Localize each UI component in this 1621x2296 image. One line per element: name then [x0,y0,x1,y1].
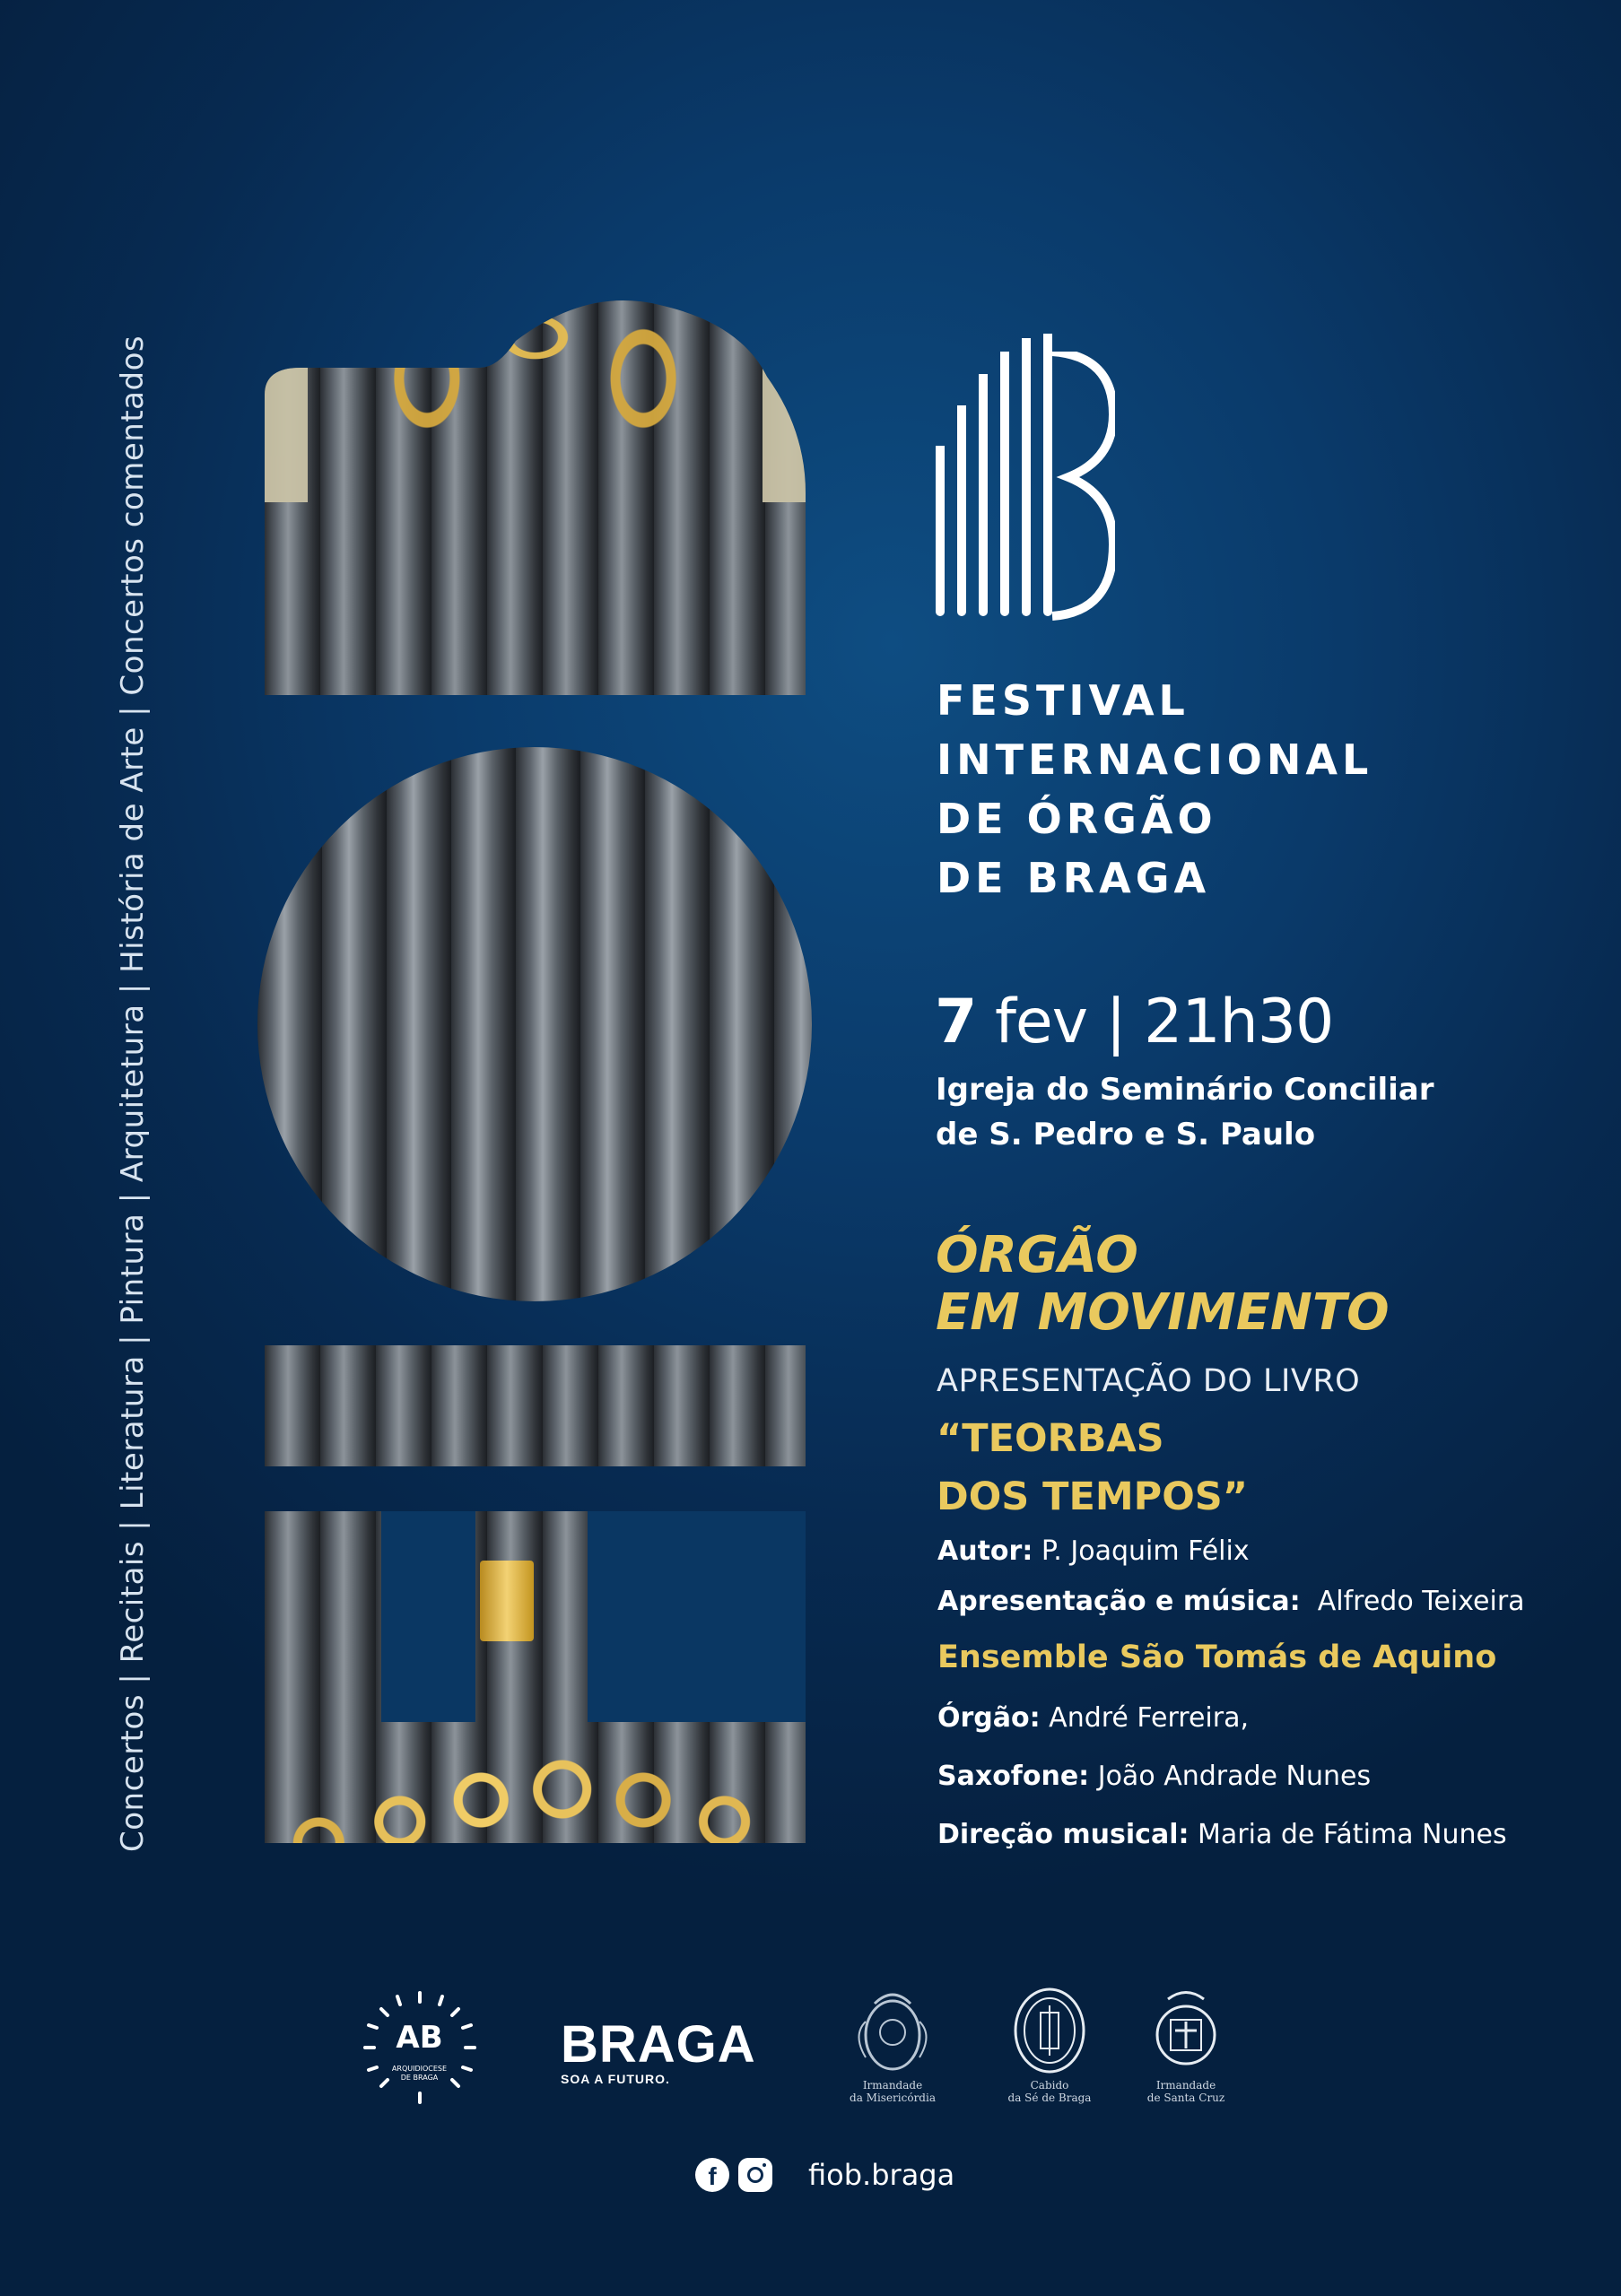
credit-organ-value: André Ferreira, [1049,1702,1250,1734]
event-title-line-2: EM MOVIMENTO [936,1283,1390,1342]
sponsor-santa-cruz [1132,1986,1240,2104]
credit-organ-label: Órgão: [937,1702,1041,1734]
event-title-line-1: ÓRGÃO [936,1226,1138,1284]
credit-presentation [937,1586,1525,1617]
sponsor-braga [561,2015,767,2086]
facebook-icon[interactable]: f [695,2158,729,2192]
festival-title-line-3: DE ÓRGÃO [937,795,1217,843]
gold-rings [265,1735,806,1843]
letter-b-cutout-2 [588,1511,806,1722]
gold-ornament [265,296,806,502]
festival-title-line-2: INTERNACIONAL [937,735,1373,784]
braga-tagline: SOA A FUTURO. [561,2072,670,2086]
festival-logo-icon [936,334,1115,616]
book-title-line-1: “TEORBAS [937,1416,1164,1461]
misericordia-crest-icon [848,1986,937,2075]
brass-plate [480,1561,534,1641]
festival-title-line-4: DE BRAGA [937,854,1211,902]
side-categories-text: Concertos | Recitais | Literatura | Pintura | Arquitetura | História de Arte | Concertos comentados [115,335,151,1852]
letter-f-photo [265,296,806,695]
santa-cruz-crest-icon [1146,1986,1226,2075]
credit-presentation-value: Alfredo Teixeira [1317,1586,1525,1617]
cabido-seal-icon [1009,1986,1090,2075]
santa-cruz-caption-1: Irmandade [1155,2079,1216,2092]
santa-cruz-caption-2: de Santa Cruz [1146,2092,1225,2104]
arquidiocese-caption [359,2065,480,2083]
event-date-time: fev | 21h30 [994,987,1334,1057]
event-subtitle: APRESENTAÇÃO DO LIVRO [937,1363,1361,1399]
event-title [936,1227,1390,1342]
event-date-day: 7 [935,987,977,1057]
credit-sax-label: Saxofone: [937,1761,1090,1792]
sponsor-arquidiocese [359,1989,480,2109]
festival-title [937,671,1373,908]
credit-sax-value: João Andrade Nunes [1097,1761,1372,1792]
sponsor-misericordia [839,1986,946,2104]
social-handle[interactable]: fiob.braga [808,2158,955,2192]
event-date [935,987,1333,1057]
event-venue [936,1067,1434,1157]
credit-author-label: Autor: [937,1535,1033,1567]
credit-sax [937,1761,1371,1792]
letter-b-cutout [381,1511,475,1722]
cabido-caption-1: Cabido [1030,2079,1069,2092]
instagram-icon[interactable] [738,2158,772,2192]
arquidiocese-caption-2: DE BRAGA [400,2074,439,2082]
cabido-caption-2: da Sé de Braga [1007,2092,1092,2104]
book-title [937,1410,1248,1526]
book-title-line-2: DOS TEMPOS” [937,1474,1248,1519]
misericordia-caption-2: da Misericórdia [850,2092,936,2104]
arquidiocese-caption-1: ARQUIDIOCESE [391,2065,448,2073]
venue-line-2: de S. Pedro e S. Paulo [936,1117,1316,1152]
festival-title-line-1: FESTIVAL [937,676,1190,725]
credit-author-value: P. Joaquim Félix [1041,1535,1250,1567]
credit-organ [937,1702,1249,1734]
arquidiocese-mark: AB [396,2020,443,2056]
credit-direction-value: Maria de Fátima Nunes [1198,1819,1507,1850]
letter-o-photo [257,747,812,1301]
credit-direction [937,1819,1507,1850]
misericordia-caption-1: Irmandade [862,2079,923,2092]
credit-ensemble: Ensemble São Tomás de Aquino [937,1639,1497,1675]
credit-direction-label: Direção musical: [937,1819,1190,1850]
sponsor-cabido [996,1986,1103,2104]
letter-i-photo [265,1345,806,1466]
braga-wordmark: BRAGA [561,2015,756,2074]
social-links [695,2157,954,2193]
venue-line-1: Igreja do Seminário Conciliar [936,1072,1434,1108]
credit-presentation-label: Apresentação e música: [937,1586,1301,1617]
credit-author [937,1535,1250,1567]
